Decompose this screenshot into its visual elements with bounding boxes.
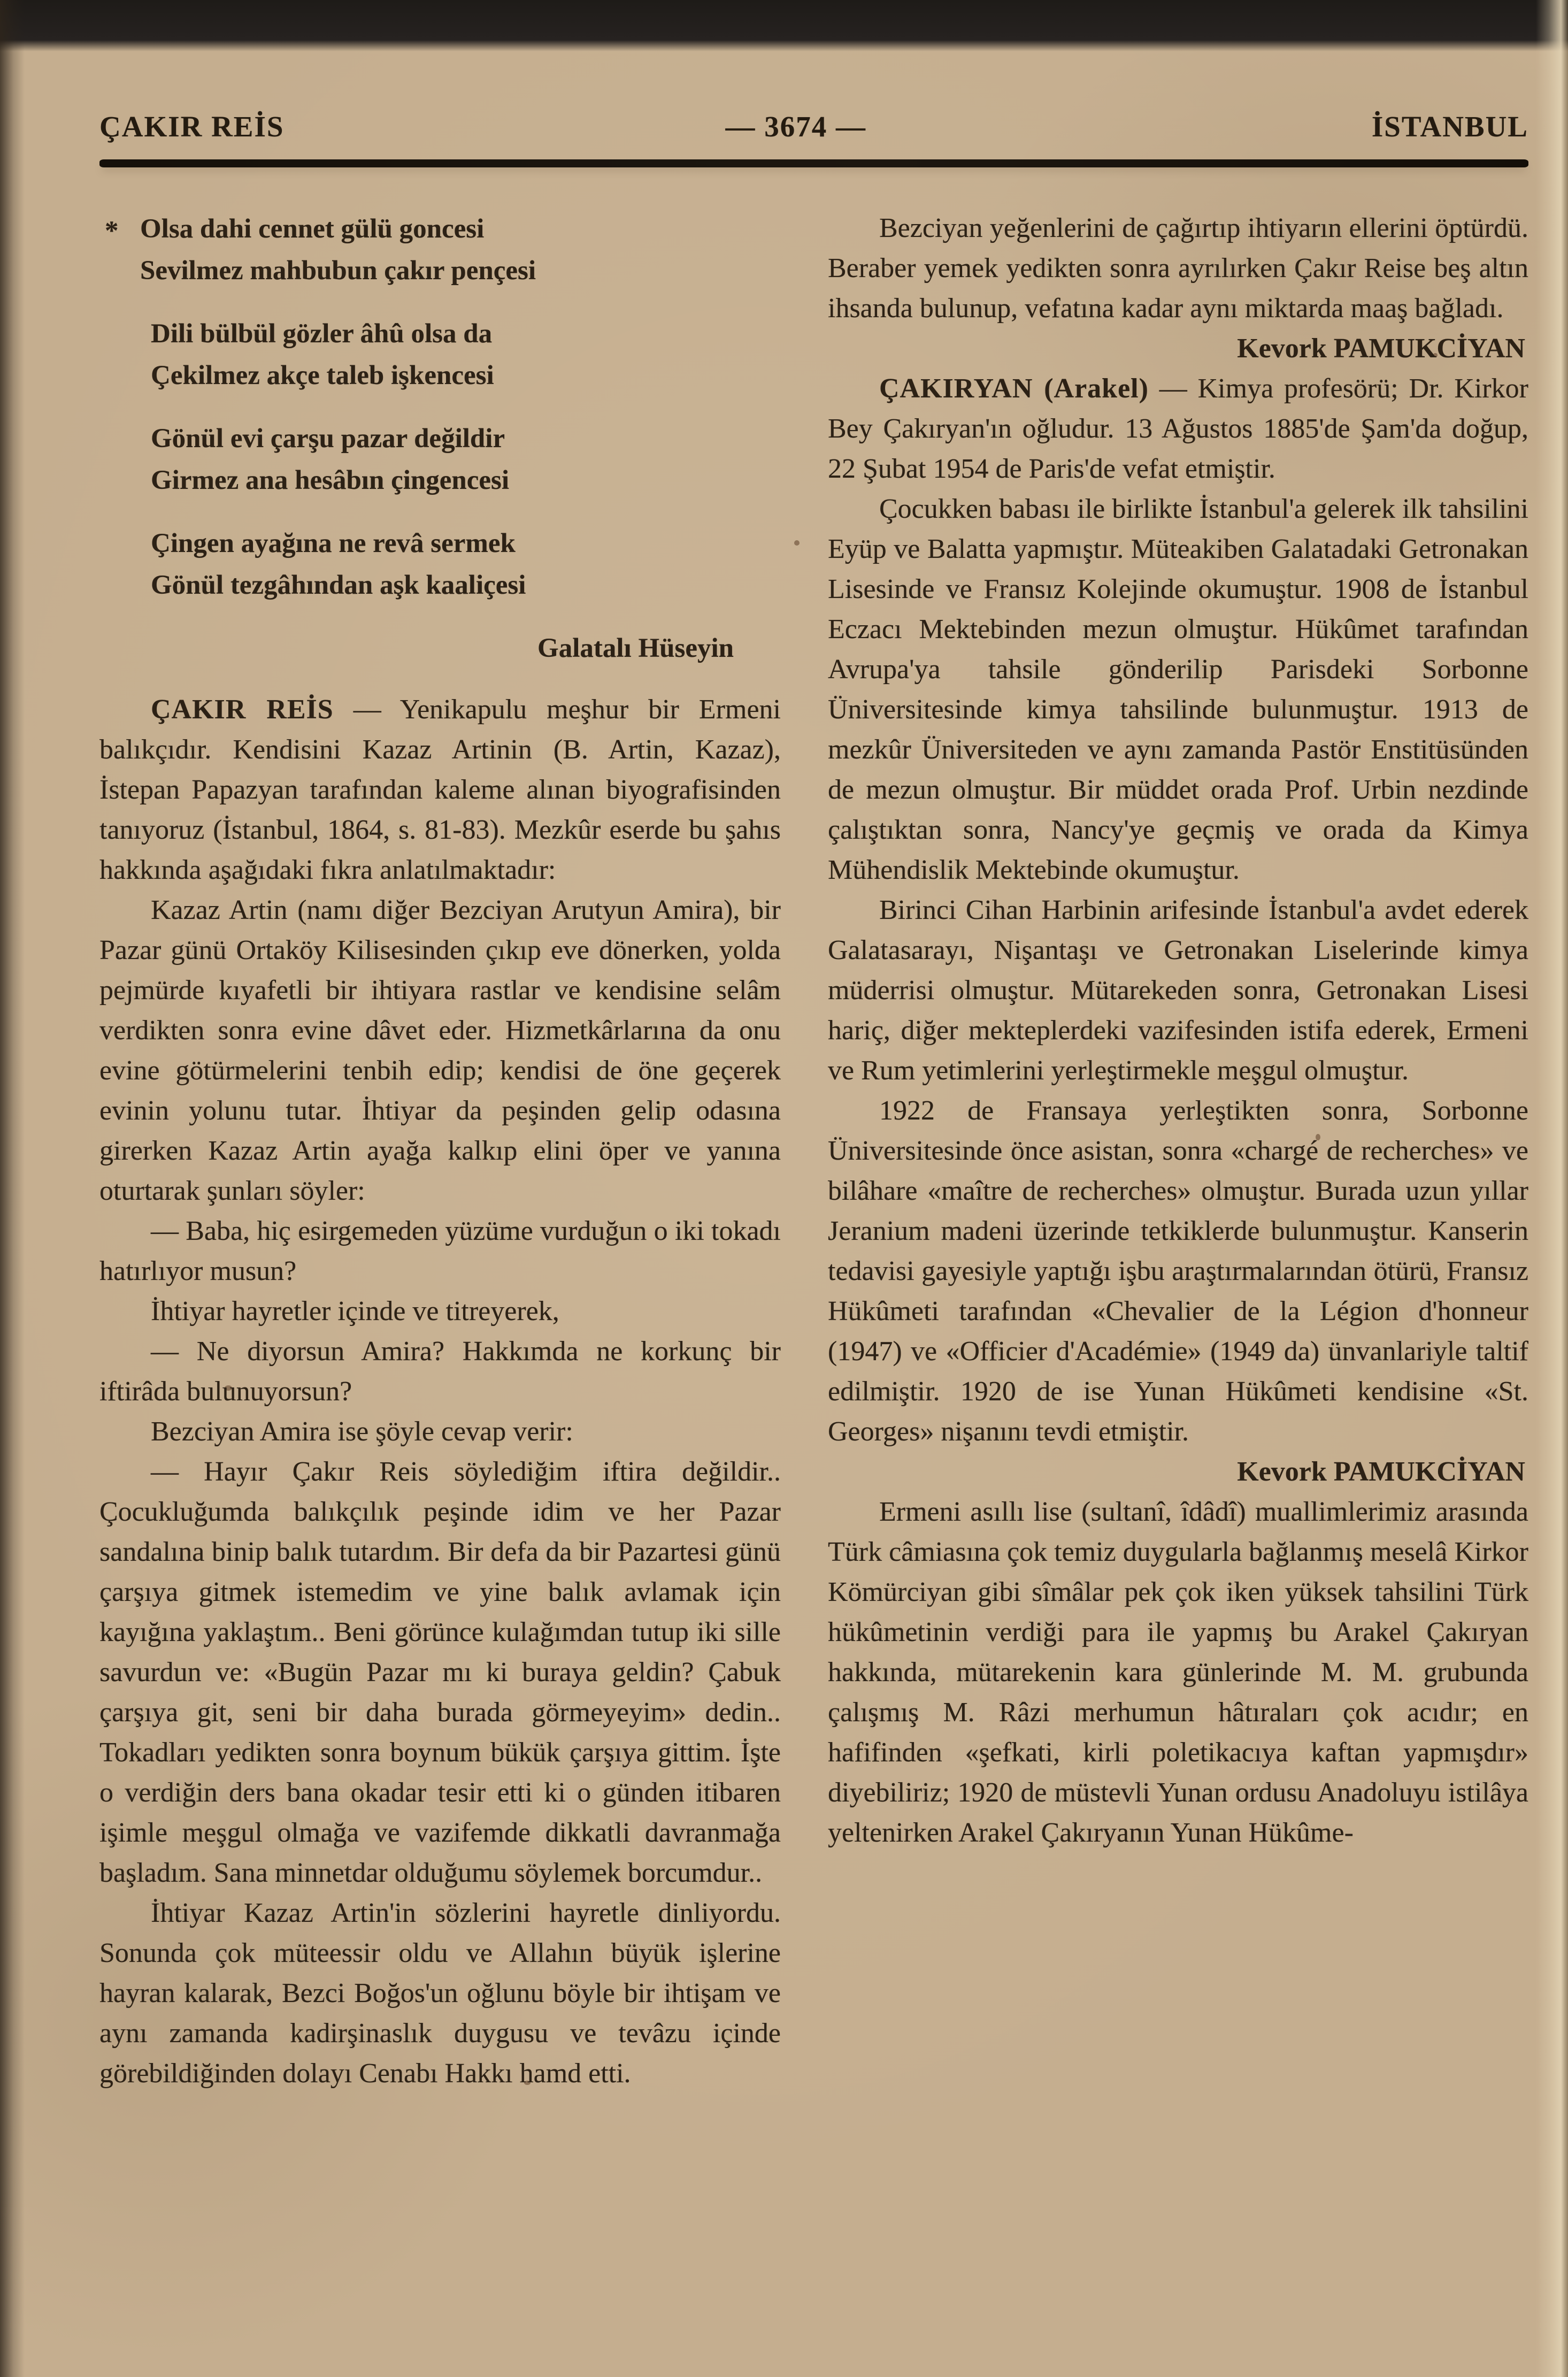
poem-stanza: [151, 313, 781, 396]
poem-line: Çekilmez akçe taleb işkencesi: [151, 361, 494, 390]
dialog-paragraph: — Ne diyorsun Amira? Hakkımda ne korkunç bir iftirâda bulunuyorsun?: [99, 1336, 781, 1407]
body-paragraph: İhtiyar Kazaz Artin'in sözlerini hayretle dinliyordu. Sonunda çok müteessir oldu ve Allahın büyük işlerine hayran kalarak, Bezci Boğos'un oğlunu böyle bir ihtişam ve aynı zamanda kadirşinaslık duygusu ve tevâzu içinde görebildiğinden dolayı Cenabı Hakkı hamd etti.: [99, 1898, 781, 2089]
entry-cakiryan: [828, 369, 1528, 489]
scan-edge-top: [0, 0, 1568, 51]
body-paragraph: Ermeni asıllı lise (sultanî, îdâdî) muallimlerimiz arasında Türk câmiasına çok temiz duygularla bağlanmış meselâ Kirkor Kömürciyan gibi sîmâlar pek çok iken yüksek tahsilini Türk hükûmetinin verdiği para ile yapmış bu Arakel Çakıryan hakkında, mütarekenin kara günlerinde M. M. grubunda çalışmış M. Râzi merhumun hâtıraları çok acıdır; en hafifinden «şefkati, kirli poletikacıya kaftan yapmışdır» diyebiliriz; 1920 de müstevli Yunan ordusu Anadoluyu istilâya yeltenirken Arakel Çakıryanın Yunan Hükûme-: [828, 1497, 1528, 1848]
body-paragraph: Çocukken babası ile birlikte İstanbul'a gelerek ilk tahsilini Eyüp ve Balatta yapmıştır. Müteakiben Galatadaki Getronakan Lisesinde ve Fransız Kolejinde okumuştur. 1908 de İstanbul Eczacı Mektebinden mezun olmuştur. Hükûmet tarafından Avrupa'ya tahsile gönderilip Parisdeki Sorbonne Üniversitesinde kimya tahsilinde bulunmuştur. 1913 de mezkûr Üniversiteden ve aynı zamanda Pastör Enstitüsünden de mezun olmuştur. Bir müddet orada Prof. Urbin nezdinde çalıştıktan sonra, Nancy'ye geçmiş ve orada da Kimya Mühendislik Mektebinde okumuştur.: [828, 494, 1528, 885]
right-column: [828, 208, 1528, 2094]
entry-headword: ÇAKIR REİS: [151, 694, 334, 725]
scan-edge-left: [0, 0, 25, 2377]
poem-stanza: [151, 523, 781, 606]
poem-line: Gönül tezgâhından aşk kaaliçesi: [151, 570, 526, 600]
scan-edge-right: [1536, 0, 1568, 2377]
body-paragraph: İhtiyar hayretler içinde ve titreyerek,: [151, 1296, 559, 1326]
poem-line: Sevilmez mahbubun çakır pençesi: [140, 256, 536, 286]
poem-attribution: Galatalı Hüseyin: [537, 633, 734, 663]
poem-line: Dili bülbül gözler âhû olsa da: [151, 319, 493, 349]
page-number: — 3674 —: [725, 110, 866, 143]
running-head-entry-title: ÇAKIR REİS: [99, 110, 285, 143]
page-content: [99, 110, 1528, 2094]
poem-line: Gönül evi çarşu pazar değildir: [151, 424, 505, 454]
entry-text: Yenikapulu meşhur bir Ermeni balıkçıdır. Kendisini Kazaz Artinin (B. Artin, Kazaz), İstepan Papazyan tarafından kaleme alınan biyografisinden tanıyoruz (İstanbul, 1864, s. 81-83). Mezkûr eserde bu şahıs hakkında aşağıdaki fıkra anlatılmaktadır:: [99, 694, 781, 885]
entry-separator: —: [333, 694, 400, 725]
poem-line: Olsa dahi cennet gülü goncesi: [140, 214, 485, 244]
running-head-volume-title: İSTANBUL: [1371, 110, 1528, 143]
author-signature: Kevork PAMUKCİYAN: [1237, 1456, 1525, 1487]
dialog-paragraph: — Hayır Çakır Reis söylediğim iftira değildir.. Çocukluğumda balıkçılık peşinde idim ve her Pazar sandalına binip balık tutardım. Bir defa da bir Pazartesi günü çarşıya gitmek istemedim ve yine balık avlamak için kayığına yaklaştım.. Beni görünce kulağımdan tutup iki sille savurdun ve: «Bugün Pazar mı ki buraya geldin? Çabuk çarşıya git, seni bir daha burada görmeyeyim» dedin.. Tokadları yedikten sonra boynum bükük çarşıya gittim. İşte o verdiğin ders bana okadar tesir etti ki o günden itibaren işimle meşgul olmağa ve vazifemde dikkatli davranmağa başladım. Sana minnetdar olduğumu söylemek borcumdur..: [99, 1456, 781, 1888]
header-rule: [99, 159, 1528, 167]
body-paragraph: Bezciyan Amira ise şöyle cevap verir:: [151, 1416, 573, 1447]
author-signature: Kevork PAMUKCİYAN: [1237, 333, 1525, 364]
body-paragraph: Bezciyan yeğenlerini de çağırtıp ihtiyarın ellerini öptürdü. Beraber yemek yedikten sonra ayrılırken Çakır Reise beş altın ihsanda bulunup, vefatına kadar aynı miktarda maaş bağladı.: [828, 213, 1528, 324]
poem-line: Çingen ayağına ne revâ sermek: [151, 528, 516, 558]
entry-separator: —: [1148, 373, 1198, 404]
body-paragraph: 1922 de Fransaya yerleştikten sonra, Sorbonne Üniversitesinde önce asistan, sonra «chargé de recherches» ve bilâhare «maître de recherches» olmuştur. Burada uzun yıllar Jeranium madeni üzerinde tetkiklerde bulunmuştur. Kanserin tedavisi gayesiyle yaptığı işbu araştırmalarından ötürü, Fransız Hükûmeti tarafından «Chevalier de la Légion d'honneur (1947) ve «Officier d'Académie» (1949 da) ünvanlariyle taltif edilmiştir. 1920 de ise Yunan Hükûmeti kendisine «St. Georges» nişanını tevdi etmiştir.: [828, 1095, 1528, 1447]
running-head: [99, 110, 1528, 143]
entry-text: Kimya profesörü; Dr. Kirkor Bey Çakıryan'ın oğludur. 13 Ağustos 1885'de Şam'da doğup, 22 Şubat 1954 de Paris'de vefat etmiştir.: [828, 373, 1528, 484]
dialog-paragraph: — Baba, hiç esirgemeden yüzüme vurduğun o iki tokadı hatırlıyor musun?: [99, 1216, 781, 1286]
entry-cakir-reis: [99, 689, 781, 890]
entry-headword: ÇAKIRYAN (Arakel): [879, 373, 1149, 404]
text-columns: [99, 208, 1528, 2094]
asterisk-marker: *: [105, 216, 119, 246]
poem-stanza: [140, 208, 781, 292]
poem-stanza: [151, 418, 781, 501]
poem: [99, 208, 781, 669]
left-column: [99, 208, 781, 2094]
poem-line: Girmez ana hesâbın çingencesi: [151, 465, 510, 495]
body-paragraph: Birinci Cihan Harbinin arifesinde İstanbul'a avdet ederek Galatasarayı, Nişantaşı ve Getronakan Liselerinde kimya müderrisi olmuştur. Mütarekeden sonra, Getronakan Lisesi hariç, diğer mekteplerdeki vazifesinden istifa ederek, Ermeni ve Rum yetimlerini yerleştirmekle meşgul olmuştur.: [828, 895, 1528, 1086]
body-paragraph: Kazaz Artin (namı diğer Bezciyan Arutyun Amira), bir Pazar günü Ortaköy Kilisesinden çıkıp eve dönerken, yolda pejmürde kıyafetli bir ihtiyara rastlar ve kendisine selâm verdikten sonra evine dâvet eder. Hizmetkârlarına da onu evine götürmelerini tenbih edip; kendisi de öne geçerek evinin yolunu tutar. İhtiyar da peşinden gelip odasına girerken Kazaz Artin ayağa kalkıp elini öper ve yanına oturtarak şunları söyler:: [99, 895, 781, 1206]
